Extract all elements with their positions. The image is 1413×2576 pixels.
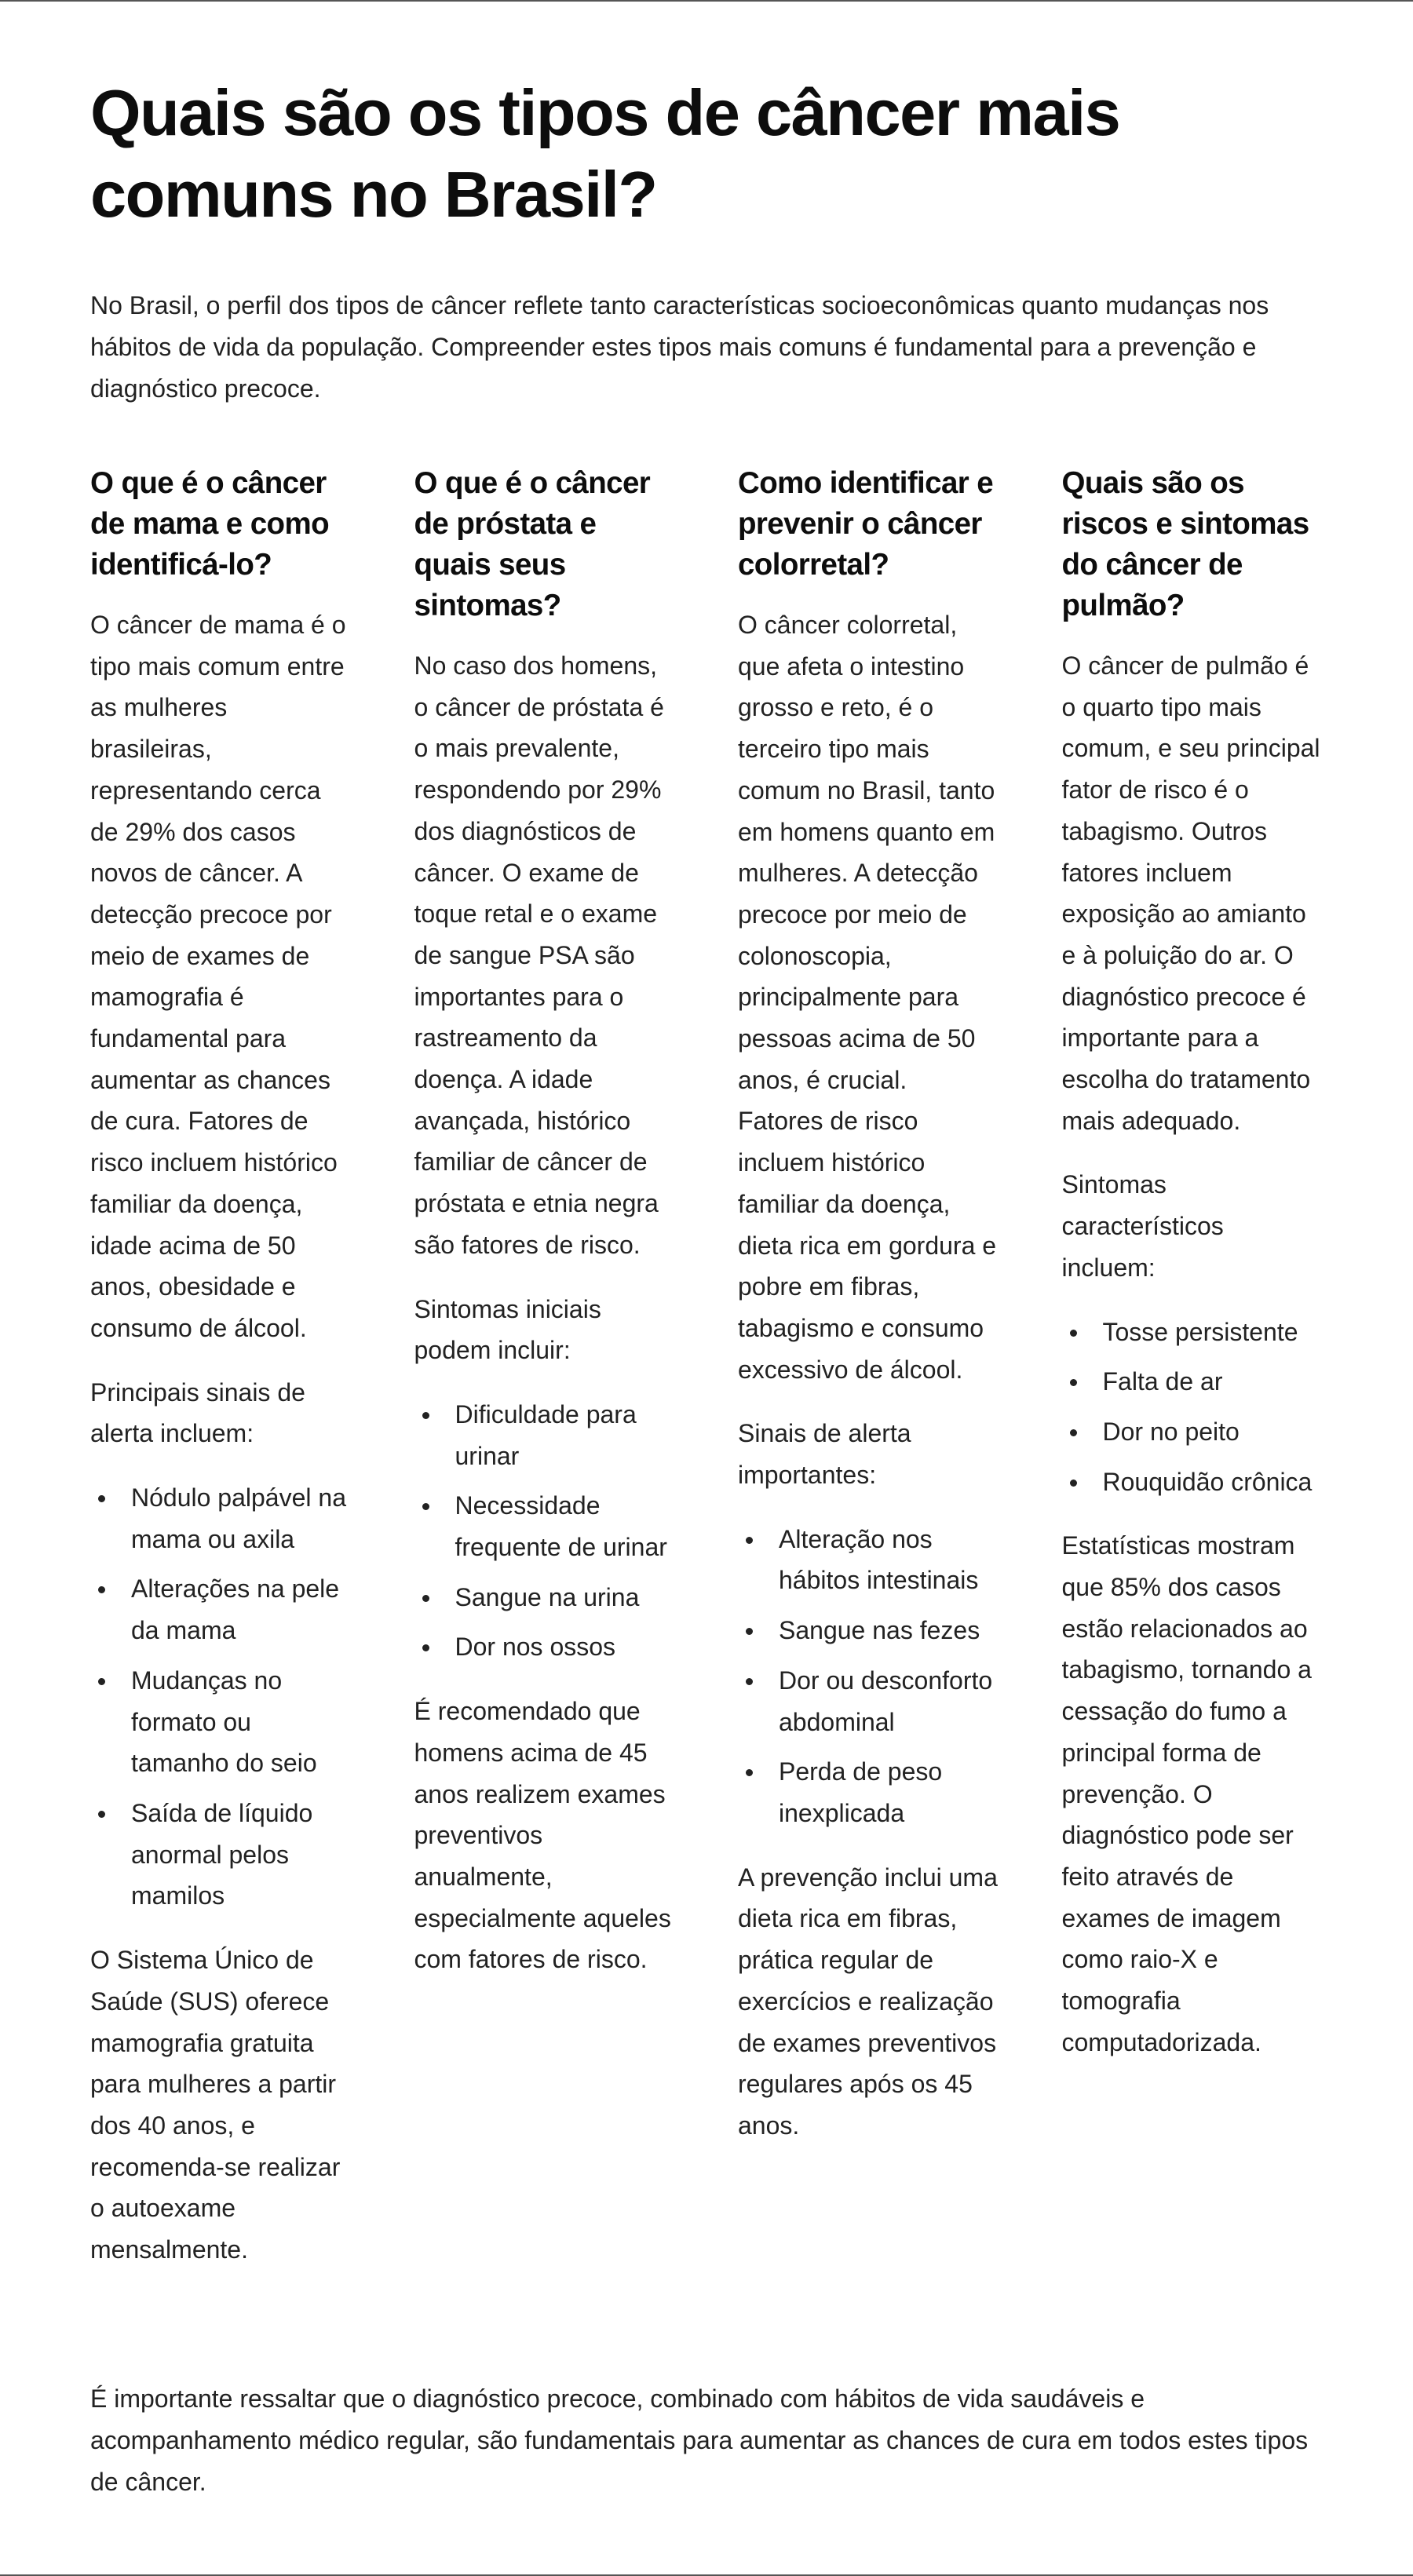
- list-item: Falta de ar: [1103, 1361, 1324, 1403]
- page-title: Quais são os tipos de câncer mais comuns no Brasil?: [90, 76, 1120, 231]
- column-paragraph: Estatísticas mostram que 85% dos casos estão relacionados ao tabagismo, tornando a cessação do fumo a principal forma de prevenção. O diagnóstico pode ser feito através de exames de imagem como raio-X e tomografia computadorizada.: [1061, 1531, 1312, 2056]
- column-list-intro: Principais sinais de alerta incluem:: [90, 1377, 305, 1448]
- column-heading: Quais são os riscos e sintomas do câncer de pulmão?: [1061, 466, 1309, 622]
- list-item: Dor nos ossos: [455, 1626, 676, 1668]
- list-item: Dor ou desconforto abdominal: [779, 1660, 999, 1742]
- list-item: Rouquidão crônica: [1103, 1461, 1324, 1503]
- symptom-list: [1062, 1312, 1324, 1503]
- column-list-intro: Sintomas característicos incluem:: [1061, 1170, 1224, 1282]
- list-item: Saída de líquido anormal pelos mamilos: [131, 1793, 352, 1917]
- column-heading: Como identificar e prevenir o câncer colorretal?: [738, 466, 994, 582]
- column-list-intro: Sinais de alerta importantes:: [738, 1419, 911, 1490]
- list-item: Sangue na urina: [455, 1577, 676, 1618]
- column-paragraph: É recomendado que homens acima de 45 anos realizem exames preventivos anualmente, especialmente aqueles com fatores de risco.: [414, 1697, 671, 1974]
- column-paragraph: O câncer de mama é o tipo mais comum entre as mulheres brasileiras, representando cerca de 29% dos casos novos de câncer. A detecção precoce por meio de exames de mamografia é fundamental para aumentar as chances de cura. Fatores de risco incluem histórico familiar da doença, idade acima de 50 anos, obesidade e consumo de álcool.: [90, 611, 346, 1342]
- column-lung-cancer: [1062, 463, 1324, 2293]
- closing-paragraph: É importante ressaltar que o diagnóstico precoce, combinado com hábitos de vida saudáveis e acompanhamento médico regular, são fundamentais para aumentar as chances de cura em todos estes tipos de câncer.: [90, 2384, 1309, 2496]
- list-item: Dor no peito: [1103, 1411, 1324, 1453]
- topic-columns: [90, 463, 1323, 2293]
- symptom-list: [738, 1519, 999, 1834]
- column-paragraph: O câncer de pulmão é o quarto tipo mais comum, e seu principal fator de risco é o tabagismo. Outros fatores incluem exposição ao amianto e à poluição do ar. O diagnóstico precoce é importante para a escolha do tratamento mais adequado.: [1061, 651, 1320, 1135]
- intro-paragraph: No Brasil, o perfil dos tipos de câncer reflete tanto características socioeconômicas quanto mudanças nos hábitos de vida da população. Compreender estes tipos mais comuns é fundamental para a prevenção e diagnóstico precoce.: [90, 291, 1269, 403]
- list-item: Dificuldade para urinar: [455, 1394, 676, 1476]
- column-heading: O que é o câncer de mama e como identificá-lo?: [90, 466, 329, 582]
- symptom-list: [414, 1394, 676, 1668]
- column-prostate-cancer: [414, 463, 676, 2293]
- column-heading: O que é o câncer de próstata e quais seus sintomas?: [414, 466, 651, 622]
- top-divider: [0, 0, 1413, 2]
- column-colorectal-cancer: [738, 463, 999, 2293]
- list-item: Sangue nas fezes: [779, 1610, 999, 1651]
- list-item: Necessidade frequente de urinar: [455, 1485, 676, 1567]
- symptom-list: [90, 1477, 352, 1917]
- list-item: Tosse persistente: [1103, 1312, 1324, 1353]
- column-paragraph: O câncer colorretal, que afeta o intestino grosso e reto, é o terceiro tipo mais comum no Brasil, tanto em homens quanto em mulheres. A detecção precoce por meio de colonoscopia, principalmente para pessoas acima de 50 anos, é crucial. Fatores de risco incluem histórico familiar da doença, dieta rica em gordura e pobre em fibras, tabagismo e consumo excessivo de álcool.: [738, 611, 997, 1384]
- column-paragraph: O Sistema Único de Saúde (SUS) oferece mamografia gratuita para mulheres a partir dos 40 anos, e recomenda-se realizar o autoexame mensalmente.: [90, 1946, 341, 2264]
- list-item: Alterações na pele da mama: [131, 1568, 352, 1651]
- column-breast-cancer: [90, 463, 352, 2293]
- list-item: Alteração nos hábitos intestinais: [779, 1519, 999, 1601]
- column-paragraph: No caso dos homens, o câncer de próstata é o mais prevalente, respondendo por 29% dos diagnósticos de câncer. O exame de toque retal e o exame de sangue PSA são importantes para o rastreamento da doença. A idade avançada, histórico familiar de câncer de próstata e etnia negra são fatores de risco.: [414, 651, 664, 1259]
- list-item: Mudanças no formato ou tamanho do seio: [131, 1660, 352, 1784]
- column-paragraph: A prevenção inclui uma dieta rica em fibras, prática regular de exercícios e realização de exames preventivos regulares após os 45 anos.: [738, 1863, 998, 2140]
- list-item: Perda de peso inexplicada: [779, 1751, 999, 1833]
- column-list-intro: Sintomas iniciais podem incluir:: [414, 1294, 601, 1365]
- list-item: Nódulo palpável na mama ou axila: [131, 1477, 352, 1560]
